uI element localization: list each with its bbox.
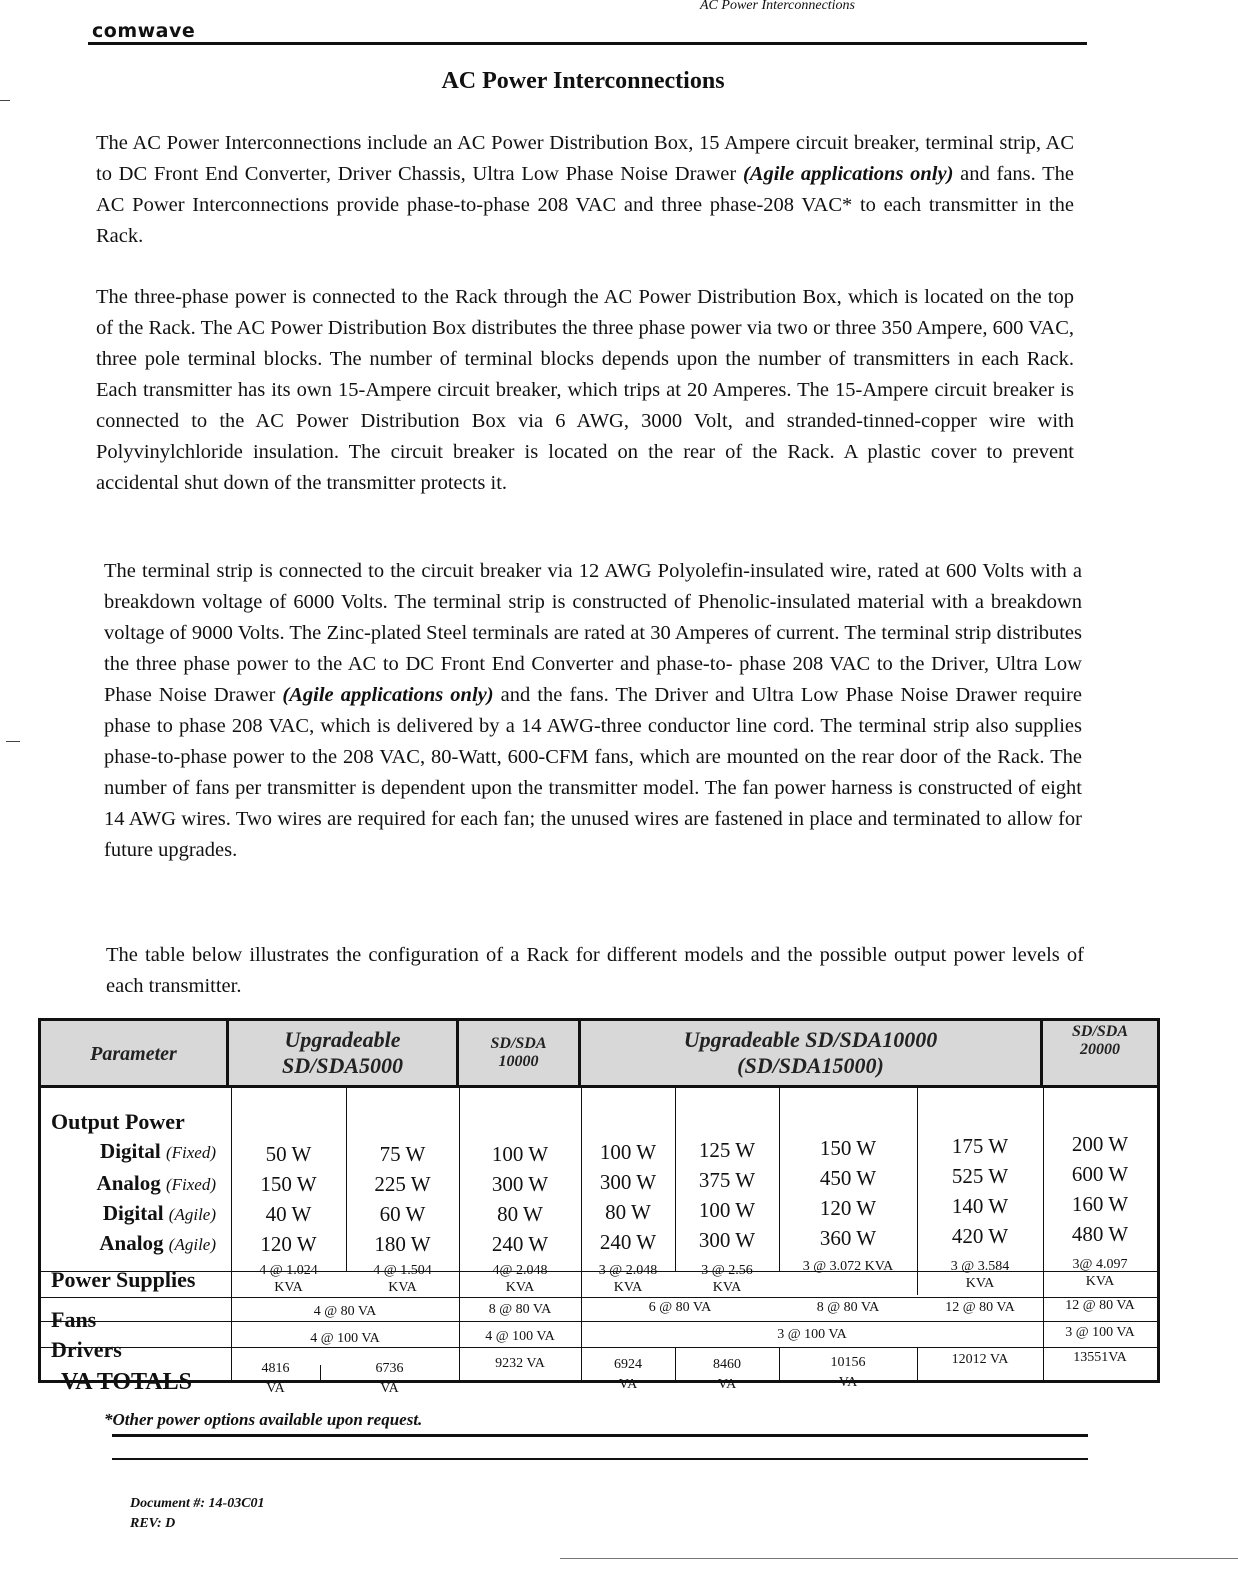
row-label-va-totals: VA TOTALS (61, 1369, 192, 1395)
supply-cell: 3 @ 2.56 KVA (701, 1263, 753, 1295)
row-label-fans: Fans (51, 1307, 97, 1332)
row-label-analog-agile: Analog (Agile) (99, 1231, 216, 1255)
header-sd20000: SD/SDA 20000 (1043, 1021, 1157, 1087)
output-cell: 125 W 375 W 100 W 300 W (698, 1138, 756, 1252)
output-cell: 75 W 225 W 60 W 180 W (374, 1142, 431, 1256)
header-sd10000: SD/SDA 10000 (459, 1021, 581, 1087)
total-cell: 6924 VA (614, 1357, 642, 1392)
paragraph-3: The terminal strip is connected to the circuit breaker via 12 AWG Polyolefin-insulated wire, rated at 600 Volts with a breakdown voltage of 6000 Volts. The terminal strip is constructed of Phenolic-insulated material with a breakdown voltage of 9000 Volts. The Zinc-plated Steel terminals are rated at 30 Amperes of current. The terminal strip distributes the three phase power to the AC to DC Front End Converter and phase-to- phase 208 VAC to the Driver, Ultra Low Phase Noise Drawer (Agile applications only) and the fans. The Driver and Ultra Low Phase Noise Drawer require phase to phase 208 VAC, which is delivered by a 14 AWG-three conductor line cord. The terminal strip also supplies phase-to-phase power to the 208 VAC, 80-Watt, 600-CFM fans, which are mounted on the rear door of the Rack. The number of fans per transmitter is dependent upon the transmitter model. The fan power harness is constructed of eight 14 AWG wires. Two wires are required for each fan; the unused wires are fastened in place and terminated to allow for future upgrades. (104, 560, 1082, 861)
total-cell: 6736 VA (375, 1361, 404, 1396)
document-number: Document #: 14-03C01 REV: D (130, 1496, 265, 1531)
supply-cell: 4 @ 1.024 KVA (259, 1263, 318, 1295)
page-title: AC Power Interconnections (441, 68, 725, 94)
running-header-title: AC Power Interconnections (700, 0, 856, 13)
bottom-rule (560, 1558, 1238, 1559)
fans-cell: 6 @ 80 VA (648, 1300, 712, 1315)
total-cell: 9232 VA (495, 1356, 545, 1371)
total-cell: 8460 VA (713, 1357, 741, 1392)
drivers-cell: 4 @ 100 VA (310, 1331, 380, 1346)
output-cell: 100 W 300 W 80 W 240 W (599, 1140, 657, 1254)
company-logo: comwave (92, 20, 196, 42)
drivers-cell: 3 @ 100 VA (1065, 1325, 1135, 1340)
row-label-output-power: Output Power (51, 1109, 185, 1134)
power-config-table (38, 1018, 1160, 1396)
supply-cell: 3 @ 3.584 KVA (950, 1259, 1010, 1291)
fans-cell: 8 @ 80 VA (488, 1302, 552, 1317)
output-cell: 175 W 525 W 140 W 420 W (951, 1134, 1009, 1248)
margin-mark (0, 100, 10, 101)
row-label-power-supplies: Power Supplies (51, 1267, 196, 1292)
grid-line (41, 1321, 1157, 1322)
total-cell: 13551VA (1073, 1350, 1127, 1365)
paragraph-4: The table below illustrates the configuration of a Rack for different models and the possible output power levels of each transmitter. (106, 944, 1084, 997)
output-cell: 150 W 450 W 120 W 360 W (819, 1136, 877, 1250)
supply-cell: 4@ 2.048 KVA (492, 1263, 548, 1295)
header-sd10000-15000: Upgradeable SD/SDA10000 (SD/SDA15000) (581, 1021, 1043, 1087)
grid-line (41, 1297, 1157, 1298)
drivers-cell: 4 @ 100 VA (485, 1329, 555, 1344)
row-label-digital-agile: Digital (Agile) (102, 1201, 216, 1225)
supply-cell: 3 @ 3.072 KVA (802, 1259, 894, 1274)
supply-cell: 4 @ 1.504 KVA (373, 1263, 432, 1295)
row-label-analog-fixed: Analog (Fixed) (96, 1171, 216, 1195)
grid-line (41, 1347, 1157, 1348)
total-cell: 10156 VA (830, 1355, 866, 1390)
header-rule (88, 42, 1087, 45)
drivers-cell: 3 @ 100 VA (777, 1327, 847, 1342)
fans-cell: 12 @ 80 VA (945, 1300, 1015, 1315)
total-cell: 12012 VA (951, 1352, 1009, 1367)
header-bottom-rule (41, 1085, 1157, 1088)
paragraph-1: The AC Power Interconnections include an AC Power Distribution Box, 15 Ampere circuit breaker, terminal strip, AC to DC Front End Converter, Driver Chassis, Ultra Low Phase Noise Drawer (Agile applications only) and fans. The AC Power Interconnections provide phase-to-phase 208 VAC and three phase-208 VAC* to each transmitter in the Rack. (96, 132, 1074, 247)
output-cell: 200 W 600 W 160 W 480 W (1071, 1132, 1129, 1246)
margin-mark (6, 741, 20, 742)
fans-cell: 8 @ 80 VA (816, 1300, 880, 1315)
supply-cell: 3 @ 2.048 KVA (598, 1263, 658, 1295)
fans-cell: 4 @ 80 VA (313, 1304, 377, 1319)
paragraph-2: The three-phase power is connected to the Rack through the AC Power Distribution Box, which is located on the top of the Rack. The AC Power Distribution Box distributes the three phase power via two or three 350 Ampere, 600 VAC, three pole terminal blocks. The number of terminal blocks depends upon the number of transmitters in each Rack. Each transmitter has its own 15-Ampere circuit breaker, which trips at 20 Amperes. The 15-Ampere circuit breaker is connected to the AC Power Distribution Box via 6 AWG, 3000 Volt, and stranded-tinned-copper wire with Polyvinylchloride insulation. The circuit breaker is located on the rear of the Rack. A plastic cover to prevent accidental shut down of the transmitter protects it. (96, 286, 1074, 494)
supply-cell: 3@ 4.097 KVA (1072, 1257, 1128, 1289)
header-sd5000: Upgradeable SD/SDA5000 (229, 1021, 459, 1087)
footnote: *Other power options available upon request. (104, 1410, 423, 1429)
fans-cell: 12 @ 80 VA (1065, 1298, 1135, 1313)
footer-rule (112, 1458, 1088, 1460)
footer-rule (112, 1434, 1088, 1437)
output-cell: 50 W 150 W 40 W 120 W (260, 1142, 317, 1256)
output-cell: 100 W 300 W 80 W 240 W (491, 1142, 549, 1256)
row-label-drivers: Drivers (51, 1337, 122, 1362)
total-cell: 4816 VA (261, 1361, 290, 1396)
row-label-digital-fixed: Digital (Fixed) (100, 1139, 216, 1163)
header-parameter: Parameter (41, 1021, 229, 1087)
